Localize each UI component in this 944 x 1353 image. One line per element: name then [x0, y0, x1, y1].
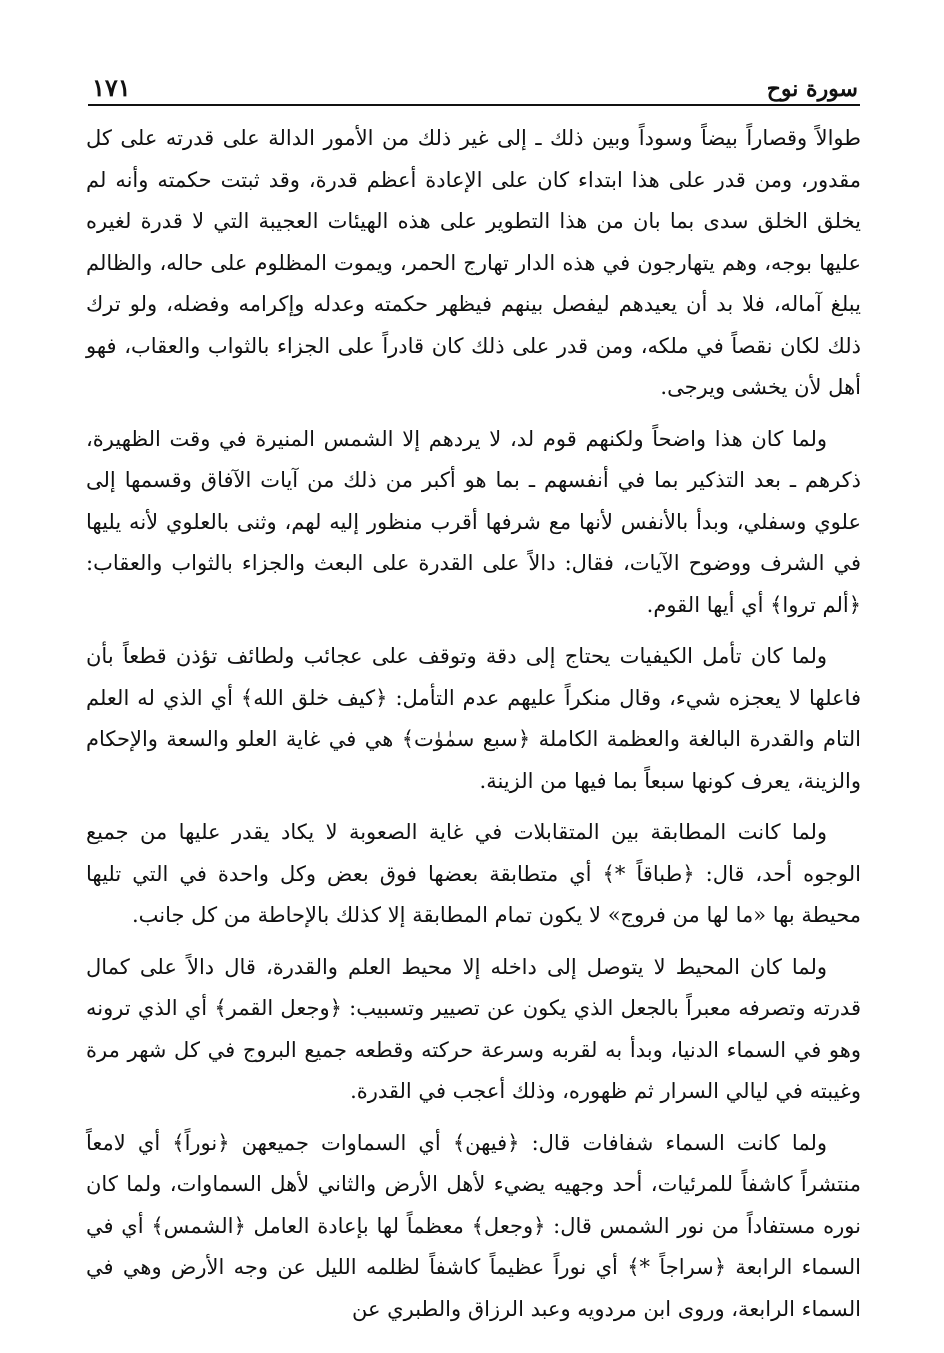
- running-title: سورة نوح: [766, 76, 858, 102]
- paragraph: ولما كان هذا واضحاً ولكنهم قوم لد، لا يردهم إلا الشمس المنيرة في وقت الظهيرة، ذكرهم ـ بعد التذكير بما في أنفسهم ـ بما هو أكبر من ذلك من آيات الآفاق وقسمها إلى علوي وسفلي، وبدأ بالأنفس لأنها مع شرفها أقرب منظور إليه لهم، وثنى بالعلوي لأنه يليها في الشرف ووضوح الآيات، فقال: دالاً على القدرة على البعث والجزاء بالثواب والعقاب: ﴿ألم تروا﴾ أي أيها القوم.: [86, 426, 861, 617]
- paragraph: ولما كان المحيط لا يتوصل إلى داخله إلا محيط العلم والقدرة، قال دالاً على كمال قدرته وتصرفه معبراً بالجعل الذي يكون عن تصيير وتسبيب: ﴿وجعل القمر﴾ أي الذي ترونه وهو في السماء الدنيا، وبدأ به لقربه وسرعة حركته وقطعه جميع البروج في كل شهر مرة وغيبته في ليالي السرار ثم ظهوره، وذلك أعجب في القدرة.: [86, 954, 861, 1103]
- body-text: [86, 118, 861, 1340]
- paragraph: ولما كانت السماء شفافات قال: ﴿فيهن﴾ أي السماوات جميعهن ﴿نوراً﴾ أي لامعاً منتشراً كاشفاً للمرئيات، أحد وجهيه يضيء لأهل الأرض والثاني لأهل السماوات، ولما كان نوره مستفاداً من نور الشمس قال: ﴿وجعل﴾ معظماً لها بإعادة العامل ﴿الشمس﴾ أي في السماء الرابعة ﴿سراجاً *﴾ أي نوراً عظيماً كاشفاً لظلمه الليل عن وجه الأرض وهي في السماء الرابعة، وروى ابن مردويه وعبد الرزاق والطبري عن: [86, 1130, 861, 1321]
- page-number: ١٧١: [92, 73, 131, 102]
- header-divider: [88, 104, 860, 106]
- paragraph: طوالاً وقصاراً بيضاً وسوداً وبين ذلك ـ إلى غير ذلك من الأمور الدالة على قدرته على كل مقدور، ومن قدر على هذا ابتداء كان على الإعادة أعظم قدرة، وقد ثبتت حكمته وأنه لم يخلق الخلق سدى بما بان من هذا التطوير على هذه الهيئات العجيبة التي لا قدرة لغيره عليها بوجه، وهم يتهارجون في هذه الدار تهارج الحمر، ويموت المظلوم على حاله، والظالم يبلغ آماله، فلا بد أن يعيدهم ليفصل بينهم فيظهر حكمته وعدله وإكرامه وفضله، ولو ترك ذلك لكان نقصاً في ملكه، ومن قدر على ذلك كان قادراً على الجزاء بالثواب والعقاب، فهو أهل لأن يخشى ويرجى.: [86, 126, 861, 399]
- paragraph: ولما كانت المطابقة بين المتقابلات في غاية الصعوبة لا يكاد يقدر عليها من جميع الوجوه أحد، قال: ﴿طباقاً *﴾ أي متطابقة بعضها فوق بعض وكل واحدة في التي تليها محيطة بها «ما لها من فروج» لا يكون تمام المطابقة إلا كذلك بالإحاطة من كل جانب.: [86, 820, 861, 927]
- page-header: [92, 62, 858, 102]
- paragraph: ولما كان تأمل الكيفيات يحتاج إلى دقة وتوقف على عجائب ولطائف تؤذن قطعاً بأن فاعلها لا يعجزه شيء، وقال منكراً عليهم عدم التأمل: ﴿كيف خلق الله﴾ أي الذي له العلم التام والقدرة البالغة والعظمة الكاملة ﴿سبع سمٰوٰت﴾ هي في غاية العلو والسعة والإحكام والزينة، يعرف كونها سبعاً بما فيها من الزينة.: [86, 644, 861, 793]
